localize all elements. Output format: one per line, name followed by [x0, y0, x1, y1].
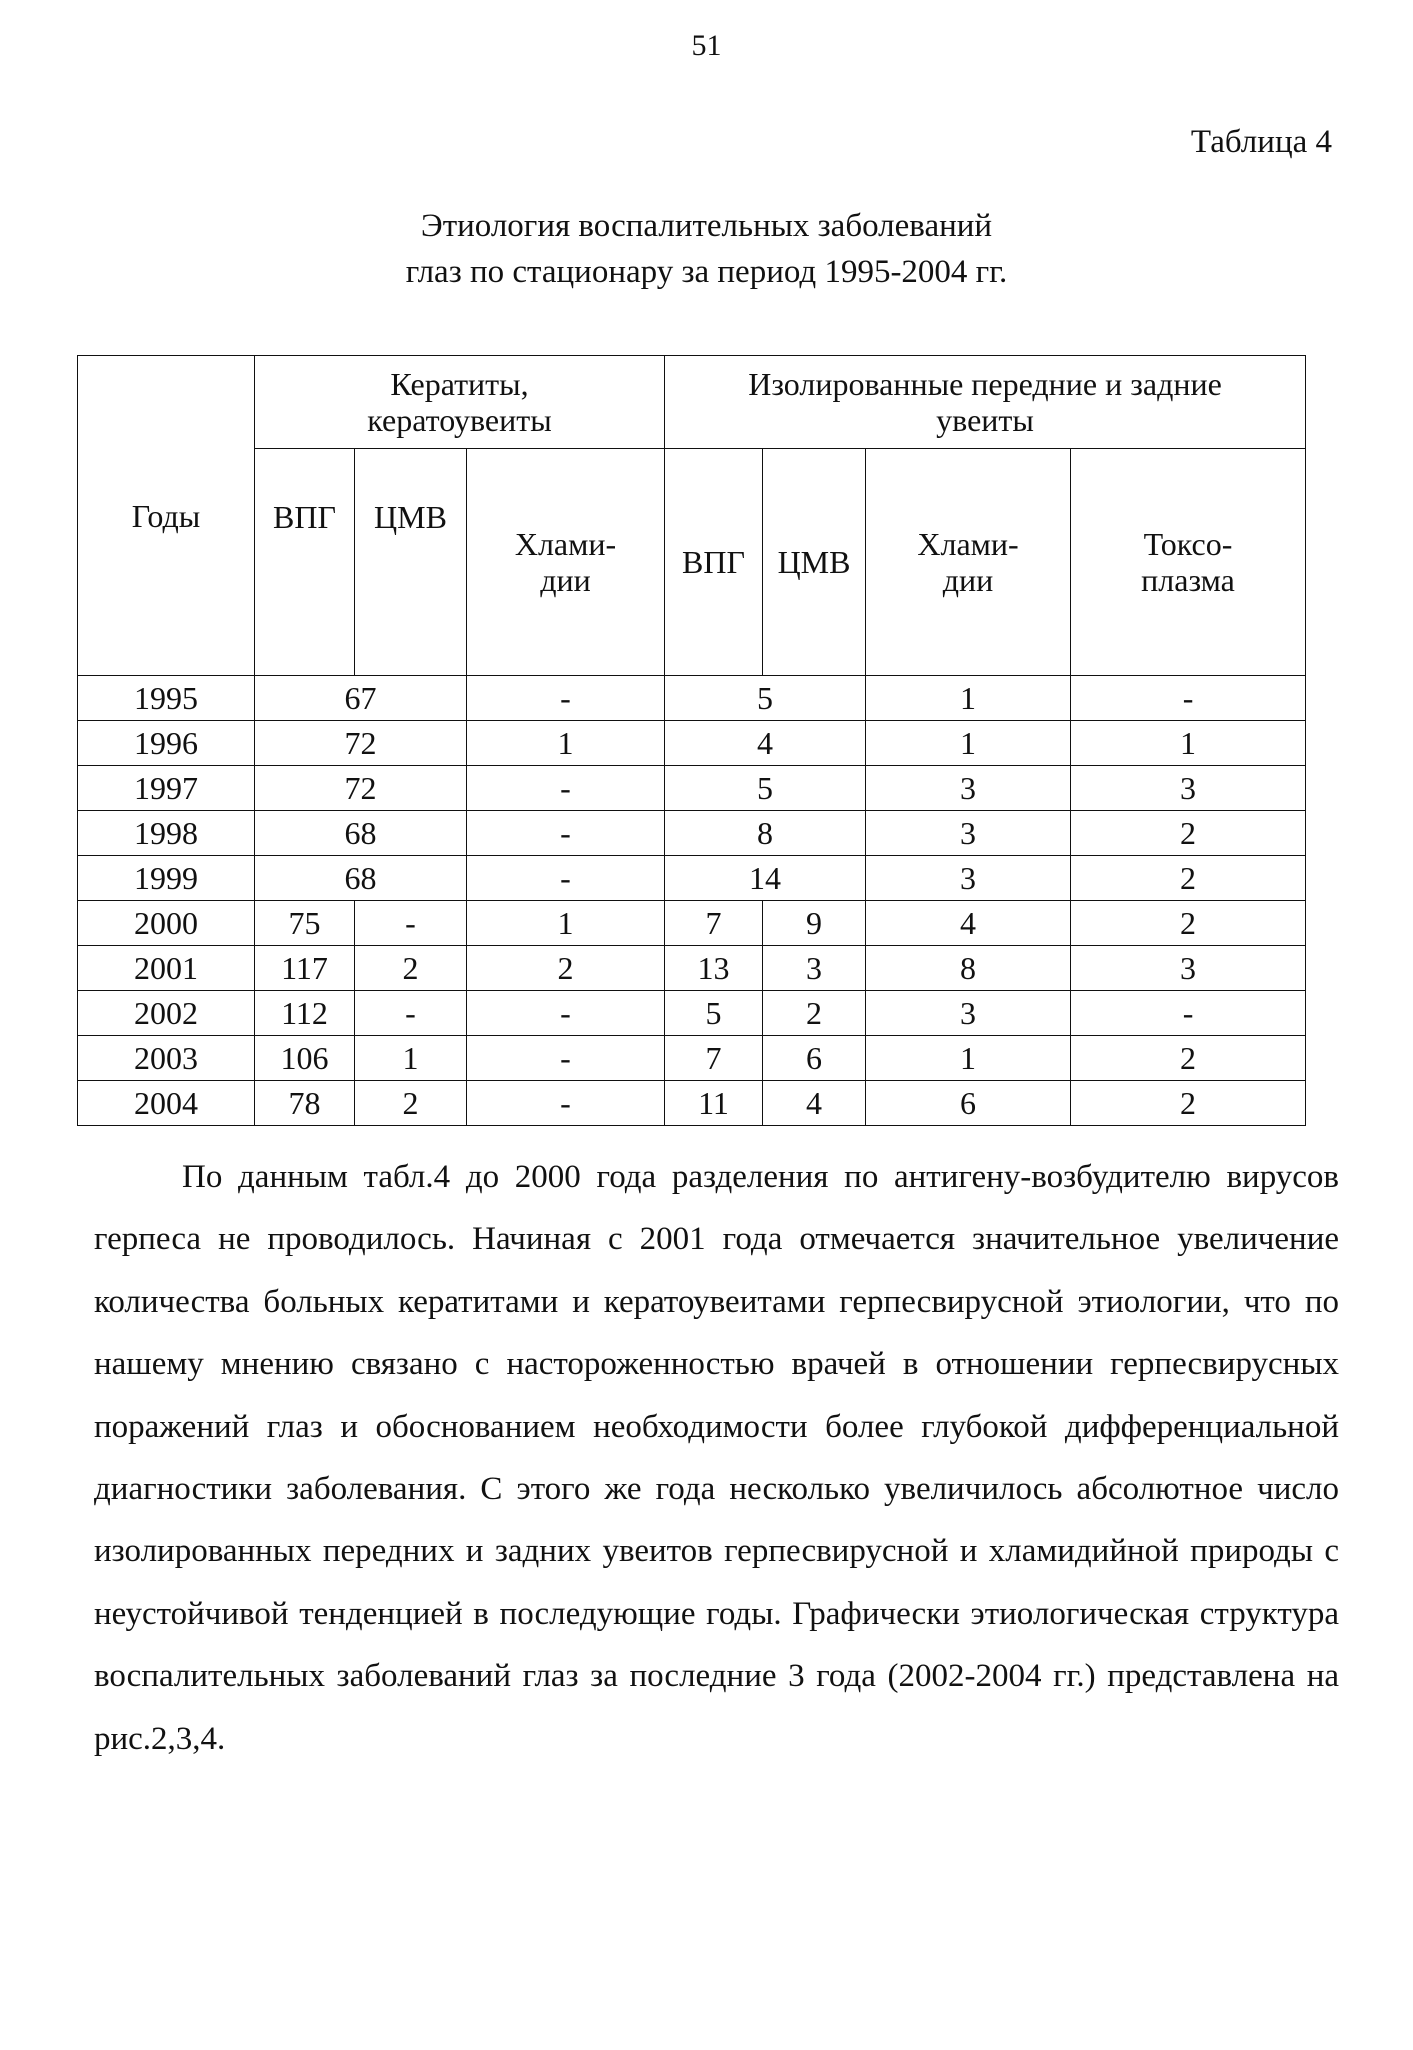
year-cell: 2001: [78, 946, 255, 991]
uveitis-toxoplasma-cell: 2: [1071, 901, 1306, 946]
uveitis-toxoplasma-cell: -: [1071, 991, 1306, 1036]
keratitis-chlamydia-header-line-2: дии: [540, 562, 591, 598]
year-cell: 1995: [78, 676, 255, 721]
table-row: [78, 1081, 1306, 1126]
uveitis-cmv-cell: 6: [763, 1036, 866, 1081]
uveitis-cmv-cell: 3: [763, 946, 866, 991]
keratitis-total-cell: 67: [255, 676, 467, 721]
year-cell: 1999: [78, 856, 255, 901]
uveitis-toxoplasma-cell: 3: [1071, 946, 1306, 991]
keratitis-chlamydia-cell: 1: [467, 901, 665, 946]
uveitis-chlamydia-cell: 6: [866, 1081, 1071, 1126]
uveitis-vpg-cell: 7: [665, 1036, 763, 1081]
keratitis-group-header-line-1: Кератиты,: [390, 366, 529, 402]
uveitis-chlamydia-cell: 1: [866, 676, 1071, 721]
keratitis-chlamydia-cell: 2: [467, 946, 665, 991]
uveitis-cmv-cell: 2: [763, 991, 866, 1036]
keratitis-total-cell: 68: [255, 811, 467, 856]
table-row: [78, 811, 1306, 856]
uveitis-group-header-line-1: Изолированные передние и задние: [748, 366, 1222, 402]
uveitis-total-cell: 8: [665, 811, 866, 856]
table-row: [78, 856, 1306, 901]
uveitis-vpg-cell: 7: [665, 901, 763, 946]
keratitis-cmv-header: ЦМВ: [355, 449, 467, 676]
table-row: [78, 901, 1306, 946]
table-title: [0, 203, 1413, 295]
uveitis-cmv-header: ЦМВ: [763, 449, 866, 676]
uveitis-toxoplasma-header: [1071, 449, 1306, 676]
uveitis-chlamydia-header-line-2: дии: [942, 562, 994, 598]
uveitis-toxoplasma-cell: 2: [1071, 811, 1306, 856]
table-title-line-1: Этиология воспалительных заболеваний: [420, 208, 993, 244]
keratitis-total-cell: 72: [255, 766, 467, 811]
uveitis-vpg-header: ВПГ: [665, 449, 763, 676]
table-row: [78, 676, 1306, 721]
uveitis-chlamydia-header-line-1: Хлами-: [917, 526, 1019, 562]
table-label: Таблица 4: [1190, 124, 1332, 160]
keratitis-vpg-cell: 106: [255, 1036, 355, 1081]
keratitis-chlamydia-cell: -: [467, 766, 665, 811]
year-cell: 2004: [78, 1081, 255, 1126]
uveitis-total-cell: 5: [665, 676, 866, 721]
uveitis-toxoplasma-cell: 2: [1071, 856, 1306, 901]
keratitis-chlamydia-cell: -: [467, 856, 665, 901]
keratitis-vpg-cell: 117: [255, 946, 355, 991]
keratitis-vpg-cell: 112: [255, 991, 355, 1036]
keratitis-vpg-cell: 75: [255, 901, 355, 946]
table-row: [78, 721, 1306, 766]
table-row: [78, 1036, 1306, 1081]
etiology-table: [77, 355, 1306, 1126]
table-row: [78, 991, 1306, 1036]
uveitis-toxoplasma-cell: 3: [1071, 766, 1306, 811]
page-number: 51: [691, 29, 722, 62]
table-title-line-2: глаз по стационару за период 1995-2004 гг.: [405, 254, 1008, 290]
year-cell: 1996: [78, 721, 255, 766]
uveitis-chlamydia-cell: 3: [866, 991, 1071, 1036]
uveitis-vpg-cell: 11: [665, 1081, 763, 1126]
table-row: [78, 766, 1306, 811]
uveitis-toxoplasma-header-line-2: плазма: [1141, 562, 1235, 598]
uveitis-toxoplasma-header-line-1: Токсо-: [1143, 526, 1233, 562]
uveitis-vpg-cell: 5: [665, 991, 763, 1036]
uveitis-toxoplasma-cell: 2: [1071, 1081, 1306, 1126]
uveitis-group-header-line-2: увеиты: [936, 402, 1034, 438]
uveitis-cmv-cell: 9: [763, 901, 866, 946]
keratitis-chlamydia-cell: -: [467, 676, 665, 721]
uveitis-chlamydia-header: [866, 449, 1071, 676]
keratitis-cmv-cell: 2: [355, 946, 467, 991]
uveitis-toxoplasma-cell: -: [1071, 676, 1306, 721]
uveitis-toxoplasma-cell: 1: [1071, 721, 1306, 766]
keratitis-chlamydia-cell: -: [467, 1081, 665, 1126]
keratitis-vpg-cell: 78: [255, 1081, 355, 1126]
uveitis-group-header: [665, 356, 1306, 449]
keratitis-group-header: [255, 356, 665, 449]
keratitis-total-cell: 68: [255, 856, 467, 901]
year-cell: 2002: [78, 991, 255, 1036]
keratitis-cmv-cell: -: [355, 991, 467, 1036]
table-row: [78, 946, 1306, 991]
years-header: Годы: [78, 356, 255, 676]
uveitis-cmv-cell: 4: [763, 1081, 866, 1126]
uveitis-chlamydia-cell: 1: [866, 721, 1071, 766]
year-cell: 1997: [78, 766, 255, 811]
keratitis-cmv-cell: -: [355, 901, 467, 946]
uveitis-total-cell: 4: [665, 721, 866, 766]
year-cell: 1998: [78, 811, 255, 856]
keratitis-chlamydia-header: [467, 449, 665, 676]
uveitis-chlamydia-cell: 4: [866, 901, 1071, 946]
uveitis-chlamydia-cell: 3: [866, 766, 1071, 811]
keratitis-cmv-cell: 1: [355, 1036, 467, 1081]
table-header-row-agents: [78, 449, 1306, 676]
table-header-row-groups: [78, 356, 1306, 449]
keratitis-chlamydia-cell: 1: [467, 721, 665, 766]
keratitis-cmv-cell: 2: [355, 1081, 467, 1126]
uveitis-chlamydia-cell: 8: [866, 946, 1071, 991]
body-paragraph: По данным табл.4 до 2000 года разделения по антигену-возбудителю вирусов герпеса не проводилось. Начиная с 2001 года отмечается значительное увеличение количества больных кератитами и кератоувеитами герпесвирусной этиологии, что по нашему мнению связано с настороженностью врачей в отношении герпесвирусных поражений глаз и обоснованием необходимости более глубокой дифференциальной диагностики заболевания. С этого же года несколько увеличилось абсолютное число изолированных передних и задних увеитов герпесвирусной и хламидийной природы с неустойчивой тенденцией в последующие годы. Графически этиологическая структура воспалительных заболеваний глаз за последние 3 года (2002-2004 гг.) представлена на рис.2,3,4.: [94, 1159, 1339, 1757]
year-cell: 2003: [78, 1036, 255, 1081]
keratitis-vpg-header: ВПГ: [255, 449, 355, 676]
keratitis-chlamydia-cell: -: [467, 1036, 665, 1081]
keratitis-chlamydia-cell: -: [467, 991, 665, 1036]
uveitis-toxoplasma-cell: 2: [1071, 1036, 1306, 1081]
uveitis-chlamydia-cell: 3: [866, 856, 1071, 901]
uveitis-total-cell: 14: [665, 856, 866, 901]
keratitis-total-cell: 72: [255, 721, 467, 766]
year-cell: 2000: [78, 901, 255, 946]
keratitis-chlamydia-header-line-1: Хлами-: [514, 526, 617, 562]
keratitis-chlamydia-cell: -: [467, 811, 665, 856]
uveitis-chlamydia-cell: 1: [866, 1036, 1071, 1081]
uveitis-vpg-cell: 13: [665, 946, 763, 991]
uveitis-chlamydia-cell: 3: [866, 811, 1071, 856]
uveitis-total-cell: 5: [665, 766, 866, 811]
keratitis-group-header-line-2: кератоувеиты: [367, 402, 552, 438]
